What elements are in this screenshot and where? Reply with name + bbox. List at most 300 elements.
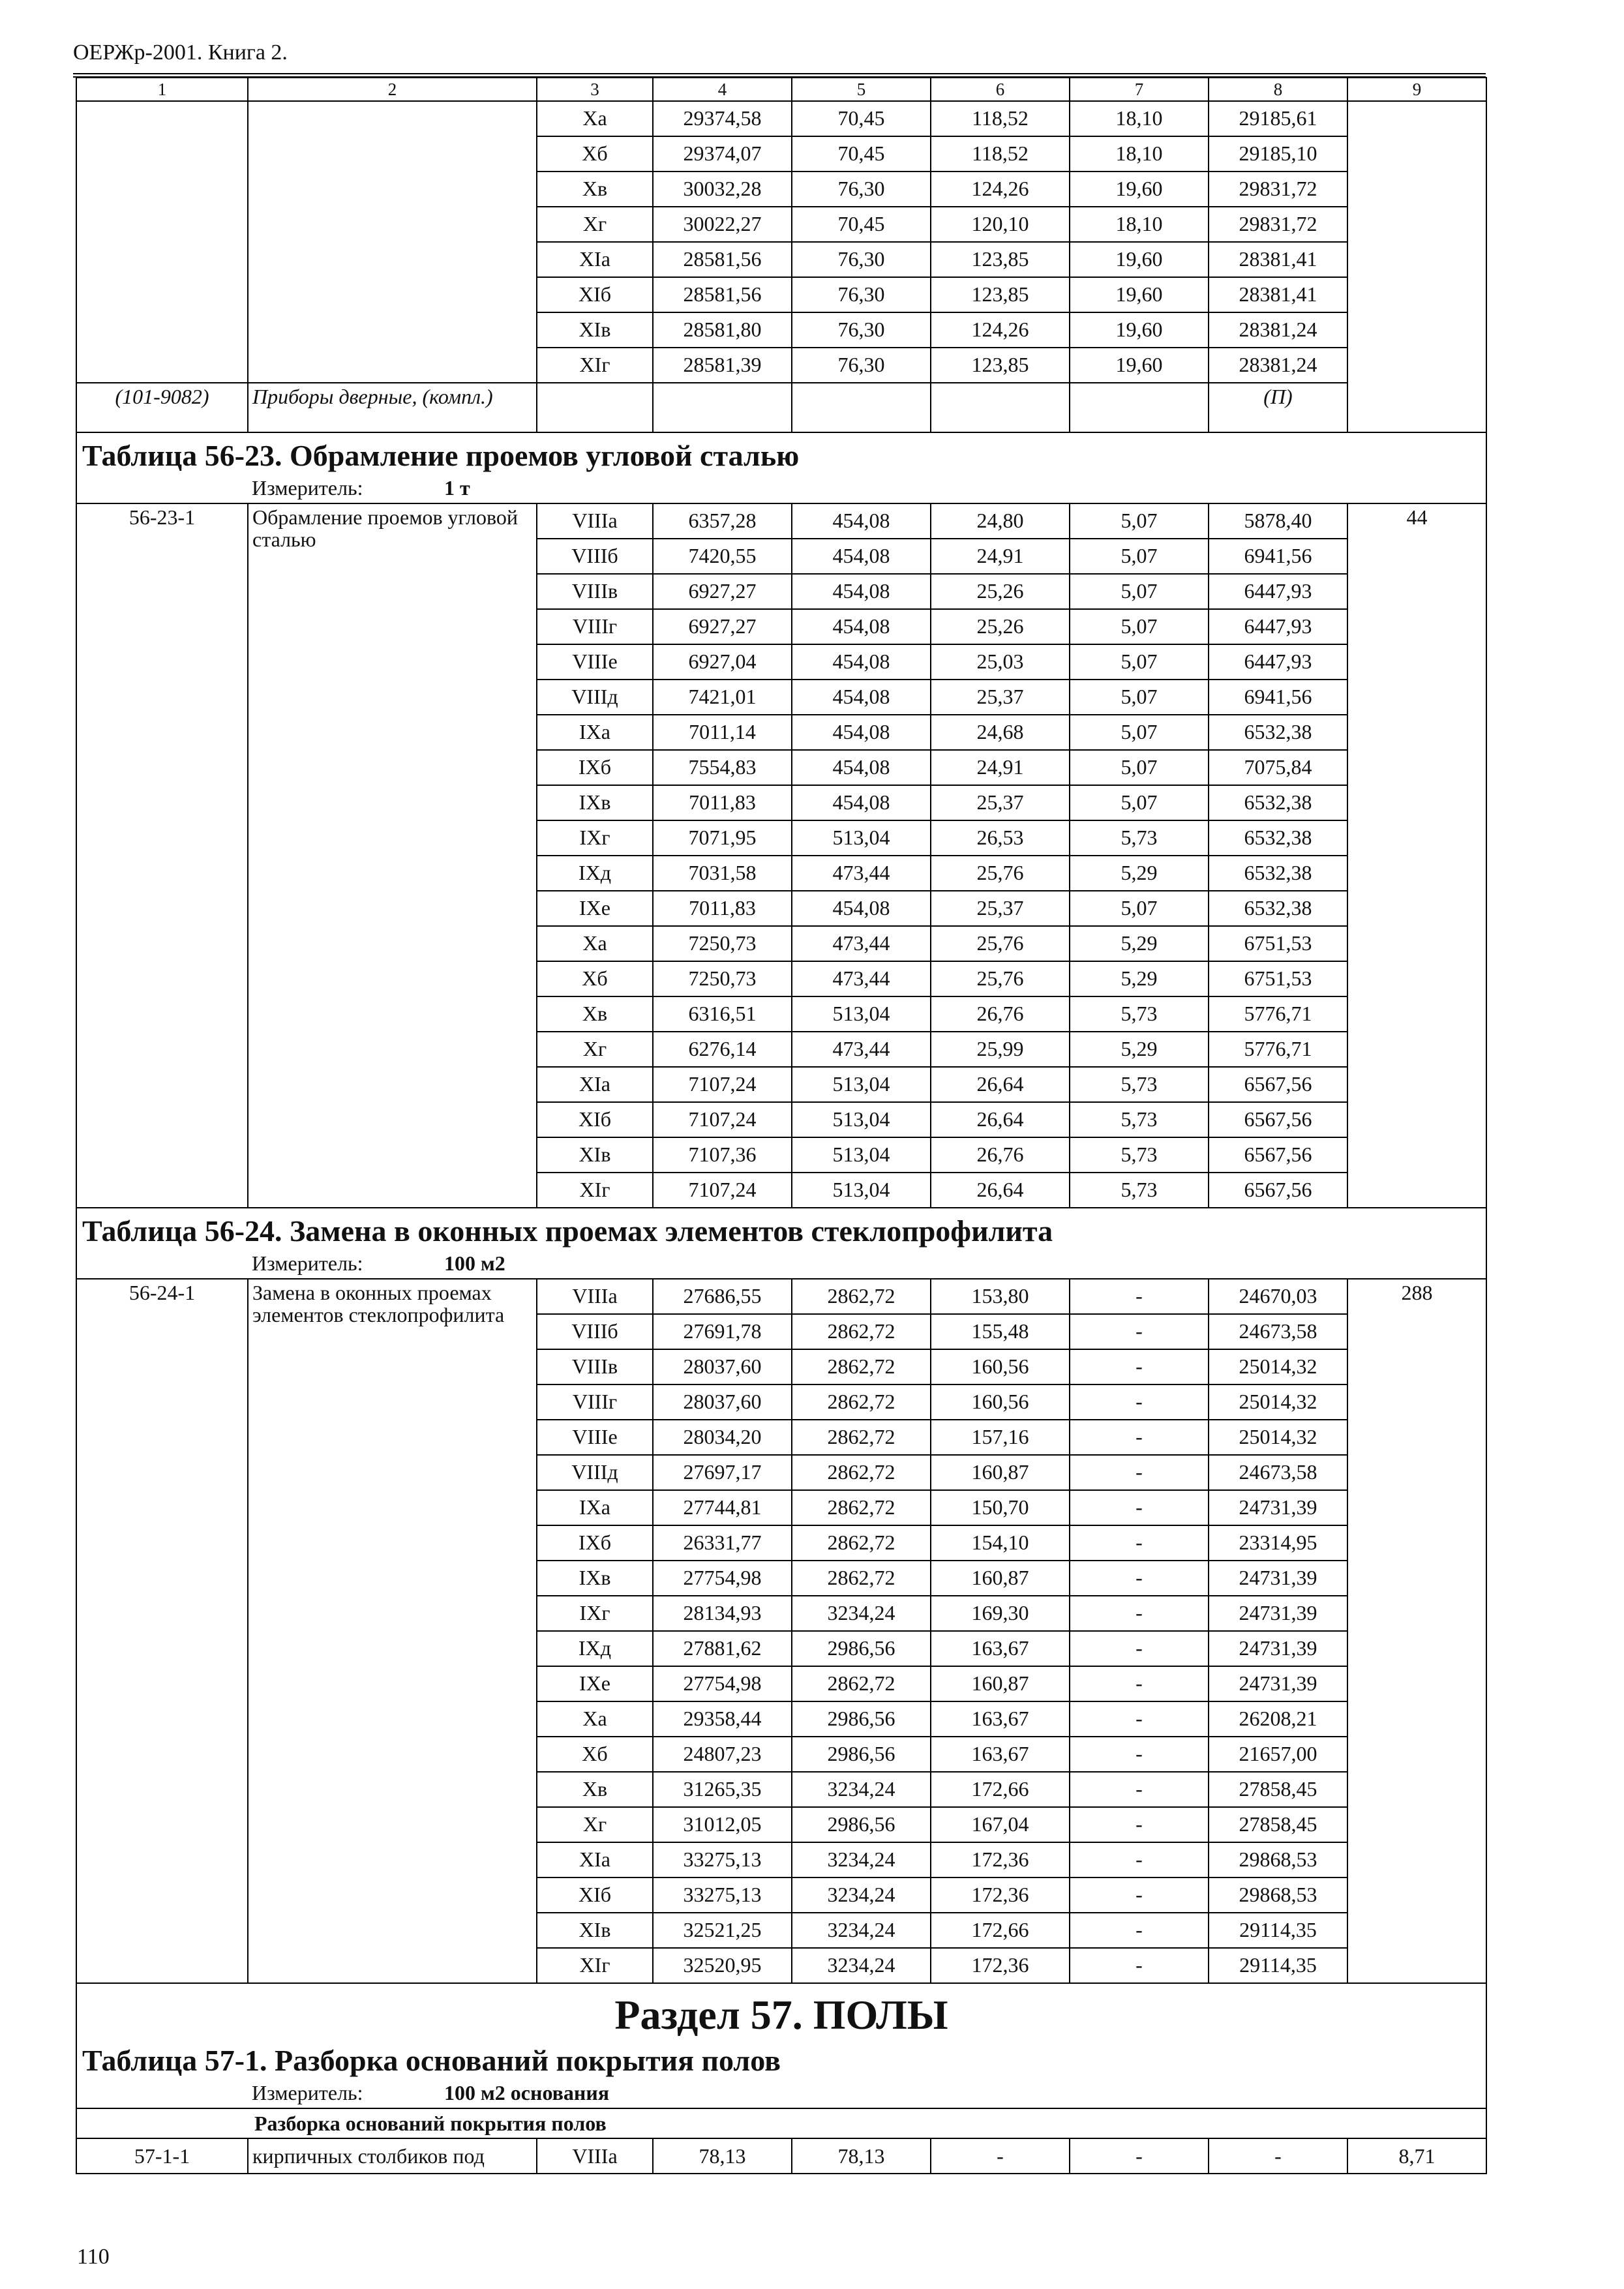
empty-cell	[792, 383, 931, 432]
cell-machinist-wages: 5,73	[1070, 1067, 1209, 1102]
cell-class: IXг	[537, 1596, 653, 1631]
material-row	[76, 383, 1486, 432]
cell-class: XIв	[537, 1913, 653, 1948]
cell-total-cost: 30022,27	[653, 207, 792, 242]
cell-materials: 6567,56	[1209, 1102, 1347, 1137]
cell-materials: 6751,53	[1209, 926, 1347, 961]
cell-materials: 6532,38	[1209, 891, 1347, 926]
cell-machinist-wages: -	[1070, 1596, 1209, 1631]
cell-class: IXe	[537, 891, 653, 926]
cell-total-cost: 7420,55	[653, 539, 792, 574]
cell-wages: 473,44	[792, 926, 931, 961]
cell-materials: 28381,41	[1209, 277, 1347, 312]
cell-description: кирпичных столбиков под	[248, 2138, 537, 2174]
cell-class: VIIIб	[537, 1314, 653, 1349]
table-56-24-title: Таблица 56-24. Замена в оконных проемах элементов стеклопрофилита	[82, 1214, 1053, 1248]
cell-total-cost: 27686,55	[653, 1279, 792, 1314]
cell-class: XIa	[537, 242, 653, 277]
cell-machinist-wages: -	[1070, 1455, 1209, 1490]
cell-machines: 172,66	[931, 1772, 1070, 1807]
cell-code: 57-1-1	[76, 2138, 248, 2174]
cell-machinist-wages: 18,10	[1070, 101, 1209, 136]
cell-machinist-wages: 5,73	[1070, 1173, 1209, 1208]
cell-class: VIIIв	[537, 574, 653, 609]
cell-wages: 513,04	[792, 1067, 931, 1102]
cell-total-cost: 28581,56	[653, 277, 792, 312]
cell-machines: 25,99	[931, 1032, 1070, 1067]
cell-wages: 473,44	[792, 1032, 931, 1067]
cell-class: XIa	[537, 1842, 653, 1878]
cell-materials: 6567,56	[1209, 1137, 1347, 1173]
cell-materials: 24673,58	[1209, 1314, 1347, 1349]
cell-wages: 3234,24	[792, 1596, 931, 1631]
cell-machines: 120,10	[931, 207, 1070, 242]
cell-class: VIIIe	[537, 1420, 653, 1455]
cell-class: Xa	[537, 1701, 653, 1737]
table-56-23-title: Таблица 56-23. Обрамление проемов угловой сталью	[82, 439, 800, 472]
cell-code-blank	[76, 101, 248, 383]
cell-machines: 24,91	[931, 539, 1070, 574]
cell-total-cost: 78,13	[653, 2138, 792, 2174]
cell-machinist-wages: 19,60	[1070, 348, 1209, 383]
cell-class: VIIIa	[537, 1279, 653, 1314]
cell-machinist-wages: 5,07	[1070, 539, 1209, 574]
cell-materials: 6532,38	[1209, 785, 1347, 820]
column-number: 5	[792, 78, 931, 101]
cell-total-cost: 29358,44	[653, 1701, 792, 1737]
material-note: (П)	[1209, 383, 1347, 432]
cell-materials: 6447,93	[1209, 574, 1347, 609]
table-56-23-col9: 44	[1347, 503, 1486, 1208]
subheading-row	[76, 2108, 1486, 2138]
cell-wages: 3234,24	[792, 1772, 931, 1807]
cell-class: Xa	[537, 101, 653, 136]
cell-machinist-wages: 5,73	[1070, 820, 1209, 856]
cell-total-cost: 31265,35	[653, 1772, 792, 1807]
cell-machinist-wages: 5,29	[1070, 1032, 1209, 1067]
cell-machines: 172,36	[931, 1842, 1070, 1878]
cell-machinist-wages: -	[1070, 1349, 1209, 1384]
cell-class: VIIIг	[537, 1384, 653, 1420]
cell-materials: 5776,71	[1209, 996, 1347, 1032]
cell-total-cost: 7554,83	[653, 750, 792, 785]
cell-total-cost: 33275,13	[653, 1878, 792, 1913]
cell-class: IXa	[537, 715, 653, 750]
cell-machinist-wages: -	[1070, 1913, 1209, 1948]
cell-wages: 76,30	[792, 277, 931, 312]
cell-total-cost: 27754,98	[653, 1561, 792, 1596]
cell-class: Xв	[537, 996, 653, 1032]
table-row	[76, 1279, 1486, 1314]
cell-total-cost: 29374,07	[653, 136, 792, 172]
cell-class: Xв	[537, 1772, 653, 1807]
cell-machines: 24,91	[931, 750, 1070, 785]
cell-wages: 2986,56	[792, 1737, 931, 1772]
column-number: 7	[1070, 78, 1209, 101]
cell-machinist-wages: -	[1070, 1490, 1209, 1525]
cell-machinist-wages: 18,10	[1070, 136, 1209, 172]
subheading-cell	[76, 2108, 1486, 2138]
cell-machines: 123,85	[931, 277, 1070, 312]
cell-materials: 24731,39	[1209, 1666, 1347, 1701]
cell-machines: 169,30	[931, 1596, 1070, 1631]
cell-machinist-wages: 5,07	[1070, 503, 1209, 539]
cell-class: IXг	[537, 820, 653, 856]
material-desc: Приборы дверные, (компл.)	[248, 383, 537, 432]
cell-machinist-wages: 5,07	[1070, 715, 1209, 750]
cell-class: VIIIд	[537, 680, 653, 715]
cell-machinist-wages: 19,60	[1070, 312, 1209, 348]
cell-materials: 6532,38	[1209, 715, 1347, 750]
cell-machines: 25,76	[931, 961, 1070, 996]
section-title: Раздел 57. ПОЛЫ	[614, 1992, 948, 2039]
cell-total-cost: 7107,24	[653, 1102, 792, 1137]
cell-machinist-wages: 5,07	[1070, 644, 1209, 680]
column-number: 4	[653, 78, 792, 101]
cell-machines: 26,76	[931, 1137, 1070, 1173]
cell-wages: 70,45	[792, 101, 931, 136]
empty-cell	[537, 383, 653, 432]
cell-machines: 160,87	[931, 1561, 1070, 1596]
cell-machinist-wages: 5,73	[1070, 1137, 1209, 1173]
cell-machinist-wages: 5,07	[1070, 750, 1209, 785]
cell-wages: 70,45	[792, 207, 931, 242]
empty-cell	[1070, 383, 1209, 432]
cell-wages: 70,45	[792, 136, 931, 172]
cell-materials: 29831,72	[1209, 207, 1347, 242]
cell-machinist-wages: -	[1070, 1842, 1209, 1878]
table-56-23-description: Обрамление проемов угловой сталью	[248, 503, 537, 1208]
cell-machines: 124,26	[931, 172, 1070, 207]
table-row	[76, 2138, 1486, 2174]
cell-machinist-wages: 5,29	[1070, 961, 1209, 996]
cell-class: Xб	[537, 136, 653, 172]
cell-total-cost: 28134,93	[653, 1596, 792, 1631]
cell-materials: 25014,32	[1209, 1349, 1347, 1384]
cell-wages: 513,04	[792, 1102, 931, 1137]
table-row	[76, 101, 1486, 136]
cell-class: Xг	[537, 207, 653, 242]
cell-wages: 2862,72	[792, 1384, 931, 1420]
cell-wages: 3234,24	[792, 1913, 931, 1948]
cell-machinist-wages: 5,73	[1070, 1102, 1209, 1137]
cell-total-cost: 7250,73	[653, 926, 792, 961]
cell-machines: 24,80	[931, 503, 1070, 539]
cell-wages: 2986,56	[792, 1631, 931, 1666]
cell-total-cost: 32520,95	[653, 1948, 792, 1983]
table-row	[76, 503, 1486, 539]
cell-wages: 454,08	[792, 750, 931, 785]
cell-wages: 454,08	[792, 539, 931, 574]
cell-total-cost: 29374,58	[653, 101, 792, 136]
cell-total-cost: 7011,83	[653, 785, 792, 820]
table-56-23-header-row	[76, 432, 1486, 503]
cell-class: Xб	[537, 1737, 653, 1772]
section-57-header	[76, 1983, 1486, 2108]
cell-class: XIб	[537, 277, 653, 312]
running-header: ОЕРЖр-2001. Книга 2.	[73, 40, 288, 65]
cell-wages: 2862,72	[792, 1490, 931, 1525]
cell-wages: 2862,72	[792, 1666, 931, 1701]
subheading: Разборка оснований покрытия полов	[254, 2111, 607, 2135]
cell-wages: 2862,72	[792, 1279, 931, 1314]
cell-wages: 78,13	[792, 2138, 931, 2174]
cell-machines: -	[931, 2138, 1070, 2174]
material-code: (101-9082)	[76, 383, 248, 432]
cell-col9: 8,71	[1347, 2138, 1486, 2174]
section-57-header-row	[76, 1983, 1486, 2108]
column-number: 1	[76, 78, 248, 101]
cell-machinist-wages: 5,29	[1070, 926, 1209, 961]
cell-wages: 2862,72	[792, 1455, 931, 1490]
cell-wages: 473,44	[792, 856, 931, 891]
cell-materials: 24670,03	[1209, 1279, 1347, 1314]
cell-materials: 6447,93	[1209, 609, 1347, 644]
cell-wages: 454,08	[792, 609, 931, 644]
column-numbers-row	[76, 78, 1486, 101]
cell-machines: 26,64	[931, 1067, 1070, 1102]
cell-total-cost: 6357,28	[653, 503, 792, 539]
column-number: 8	[1209, 78, 1347, 101]
cell-total-cost: 6927,04	[653, 644, 792, 680]
cell-machines: 25,37	[931, 891, 1070, 926]
cell-machinist-wages: 5,07	[1070, 574, 1209, 609]
cell-total-cost: 7011,14	[653, 715, 792, 750]
page-number: 110	[77, 2245, 110, 2269]
cell-machines: 25,76	[931, 926, 1070, 961]
table-56-23-code: 56-23-1	[76, 503, 248, 1208]
measure-unit	[82, 477, 1481, 500]
cell-total-cost: 7250,73	[653, 961, 792, 996]
cell-class: XIв	[537, 312, 653, 348]
cell-machinist-wages: -	[1070, 1384, 1209, 1420]
rates-table	[76, 77, 1487, 2174]
cell-wages: 2862,72	[792, 1314, 931, 1349]
cell-materials: -	[1209, 2138, 1347, 2174]
cell-machines: 160,87	[931, 1666, 1070, 1701]
cell-machinist-wages: -	[1070, 1701, 1209, 1737]
cell-total-cost: 30032,28	[653, 172, 792, 207]
cell-wages: 2862,72	[792, 1525, 931, 1561]
cell-class: Xa	[537, 926, 653, 961]
cell-machines: 150,70	[931, 1490, 1070, 1525]
cell-machines: 123,85	[931, 242, 1070, 277]
cell-materials: 7075,84	[1209, 750, 1347, 785]
cell-materials: 24731,39	[1209, 1596, 1347, 1631]
cell-machines: 160,56	[931, 1384, 1070, 1420]
cell-materials: 29868,53	[1209, 1842, 1347, 1878]
cell-materials: 6941,56	[1209, 539, 1347, 574]
cell-desc-blank	[248, 101, 537, 383]
cell-materials: 25014,32	[1209, 1420, 1347, 1455]
cell-machines: 163,67	[931, 1737, 1070, 1772]
cell-class: Xг	[537, 1032, 653, 1067]
cell-machines: 25,03	[931, 644, 1070, 680]
cell-total-cost: 28581,39	[653, 348, 792, 383]
cell-materials: 6567,56	[1209, 1067, 1347, 1102]
cell-wages: 454,08	[792, 644, 931, 680]
cell-total-cost: 7071,95	[653, 820, 792, 856]
column-number: 6	[931, 78, 1070, 101]
cell-materials: 28381,24	[1209, 312, 1347, 348]
cell-materials: 29831,72	[1209, 172, 1347, 207]
cell-machinist-wages: -	[1070, 1279, 1209, 1314]
empty-cell	[653, 383, 792, 432]
cell-class: IXд	[537, 856, 653, 891]
cell-materials: 6567,56	[1209, 1173, 1347, 1208]
cell-machines: 124,26	[931, 312, 1070, 348]
cell-materials: 27858,45	[1209, 1772, 1347, 1807]
cell-wages: 513,04	[792, 1173, 931, 1208]
cell-machines: 172,36	[931, 1878, 1070, 1913]
cell-wages: 454,08	[792, 574, 931, 609]
cell-machinist-wages: 18,10	[1070, 207, 1209, 242]
table-56-23-header	[76, 432, 1486, 503]
cell-materials: 29185,61	[1209, 101, 1347, 136]
cell-materials: 28381,24	[1209, 348, 1347, 383]
cell-wages: 3234,24	[792, 1842, 931, 1878]
measure-value: 100 м2 основания	[444, 2080, 610, 2104]
cell-machinist-wages: -	[1070, 1666, 1209, 1701]
cell-class: VIIIд	[537, 1455, 653, 1490]
cell-class: Xв	[537, 172, 653, 207]
cell-total-cost: 31012,05	[653, 1807, 792, 1842]
cell-materials: 5878,40	[1209, 503, 1347, 539]
cell-materials: 24731,39	[1209, 1631, 1347, 1666]
cell-machinist-wages: 5,73	[1070, 996, 1209, 1032]
cell-machines: 118,52	[931, 101, 1070, 136]
cell-class: IXв	[537, 785, 653, 820]
table-56-24-header-row	[76, 1208, 1486, 1279]
cell-class: IXд	[537, 1631, 653, 1666]
cell-machinist-wages: 19,60	[1070, 277, 1209, 312]
cell-class: XIб	[537, 1102, 653, 1137]
cell-machines: 163,67	[931, 1701, 1070, 1737]
cell-wages: 76,30	[792, 242, 931, 277]
cell-class: Xб	[537, 961, 653, 996]
cell-machinist-wages: -	[1070, 1807, 1209, 1842]
cell-class: VIIIб	[537, 539, 653, 574]
cell-wages: 513,04	[792, 820, 931, 856]
cell-col9-blank	[1347, 101, 1486, 432]
cell-total-cost: 7031,58	[653, 856, 792, 891]
cell-class: XIг	[537, 1948, 653, 1983]
cell-total-cost: 27691,78	[653, 1314, 792, 1349]
cell-materials: 29114,35	[1209, 1913, 1347, 1948]
cell-total-cost: 7011,83	[653, 891, 792, 926]
cell-machinist-wages: -	[1070, 1525, 1209, 1561]
cell-total-cost: 33275,13	[653, 1842, 792, 1878]
cell-total-cost: 6276,14	[653, 1032, 792, 1067]
cell-class: XIг	[537, 348, 653, 383]
cell-materials: 27858,45	[1209, 1807, 1347, 1842]
cell-total-cost: 6927,27	[653, 574, 792, 609]
cell-total-cost: 28581,56	[653, 242, 792, 277]
cell-materials: 6447,93	[1209, 644, 1347, 680]
cell-machines: 25,26	[931, 609, 1070, 644]
measure-label: Измеритель:	[252, 475, 363, 500]
table-57-1-title: Таблица 57-1. Разборка оснований покрытия полов	[82, 2044, 781, 2078]
cell-wages: 3234,24	[792, 1948, 931, 1983]
cell-machinist-wages: -	[1070, 1631, 1209, 1666]
table-56-24-col9: 288	[1347, 1279, 1486, 1983]
cell-total-cost: 32521,25	[653, 1913, 792, 1948]
cell-wages: 473,44	[792, 961, 931, 996]
cell-materials: 24731,39	[1209, 1490, 1347, 1525]
cell-total-cost: 26331,77	[653, 1525, 792, 1561]
cell-machines: 25,37	[931, 680, 1070, 715]
cell-machines: 25,37	[931, 785, 1070, 820]
cell-materials: 6751,53	[1209, 961, 1347, 996]
cell-materials: 26208,21	[1209, 1701, 1347, 1737]
cell-materials: 29868,53	[1209, 1878, 1347, 1913]
cell-total-cost: 7421,01	[653, 680, 792, 715]
empty-cell	[931, 383, 1070, 432]
cell-wages: 454,08	[792, 891, 931, 926]
table-56-24-header	[76, 1208, 1486, 1279]
cell-materials: 24731,39	[1209, 1561, 1347, 1596]
cell-total-cost: 28037,60	[653, 1384, 792, 1420]
cell-class: XIб	[537, 1878, 653, 1913]
cell-total-cost: 27881,62	[653, 1631, 792, 1666]
cell-machinist-wages: 5,29	[1070, 856, 1209, 891]
cell-wages: 454,08	[792, 715, 931, 750]
cell-class: VIIIг	[537, 609, 653, 644]
cell-total-cost: 28034,20	[653, 1420, 792, 1455]
measure-label: Измеритель:	[252, 2080, 363, 2104]
cell-machines: 157,16	[931, 1420, 1070, 1455]
cell-wages: 76,30	[792, 348, 931, 383]
cell-wages: 3234,24	[792, 1878, 931, 1913]
cell-total-cost: 6927,27	[653, 609, 792, 644]
cell-machines: 26,76	[931, 996, 1070, 1032]
cell-total-cost: 27754,98	[653, 1666, 792, 1701]
measure-label: Измеритель:	[252, 1251, 363, 1275]
cell-total-cost: 27744,81	[653, 1490, 792, 1525]
cell-materials: 29114,35	[1209, 1948, 1347, 1983]
cell-machines: 26,64	[931, 1173, 1070, 1208]
cell-machinist-wages: 5,07	[1070, 680, 1209, 715]
table-56-24-code: 56-24-1	[76, 1279, 248, 1983]
cell-materials: 29185,10	[1209, 136, 1347, 172]
cell-total-cost: 28581,80	[653, 312, 792, 348]
cell-class: IXa	[537, 1490, 653, 1525]
cell-machines: 26,64	[931, 1102, 1070, 1137]
cell-machinist-wages: -	[1070, 1420, 1209, 1455]
cell-machines: 118,52	[931, 136, 1070, 172]
cell-materials: 28381,41	[1209, 242, 1347, 277]
cell-materials: 25014,32	[1209, 1384, 1347, 1420]
cell-machines: 163,67	[931, 1631, 1070, 1666]
cell-machinist-wages: -	[1070, 1878, 1209, 1913]
cell-materials: 5776,71	[1209, 1032, 1347, 1067]
cell-machines: 160,56	[931, 1349, 1070, 1384]
cell-materials: 23314,95	[1209, 1525, 1347, 1561]
cell-machinist-wages: 19,60	[1070, 172, 1209, 207]
cell-class: IXб	[537, 750, 653, 785]
cell-machines: 24,68	[931, 715, 1070, 750]
cell-machinist-wages: -	[1070, 1314, 1209, 1349]
cell-machinist-wages: -	[1070, 1772, 1209, 1807]
cell-total-cost: 27697,17	[653, 1455, 792, 1490]
cell-machines: 160,87	[931, 1455, 1070, 1490]
cell-machines: 153,80	[931, 1279, 1070, 1314]
cell-materials: 6532,38	[1209, 856, 1347, 891]
measure-unit	[82, 1253, 1481, 1275]
cell-class: XIa	[537, 1067, 653, 1102]
cell-class: XIг	[537, 1173, 653, 1208]
cell-machinist-wages: 5,07	[1070, 785, 1209, 820]
